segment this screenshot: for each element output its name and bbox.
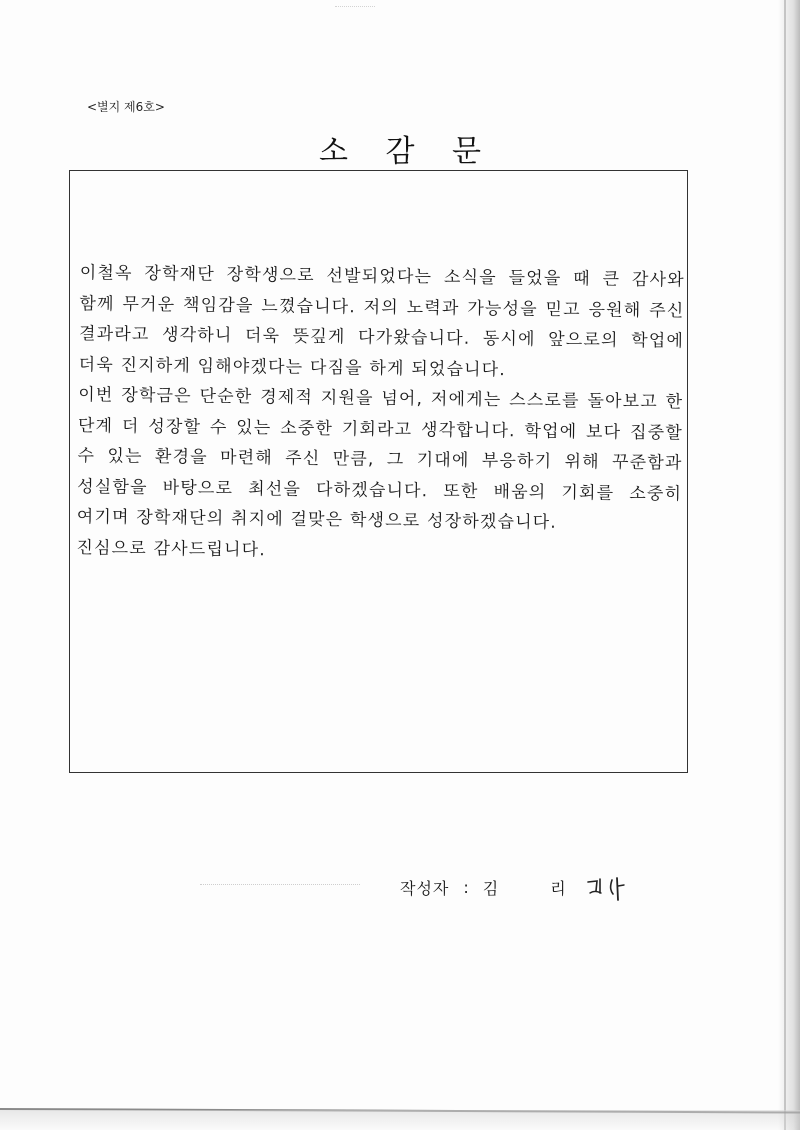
essay-paragraph-2: 이번 장학금은 단순한 경제적 지원을 넘어, 저에게는 스스로를 돌아보고 한 단계 더 성장할 수 있는 소중한 기회라고 생각합니다. 학업에 보다 집중할 수 있는 환경을 마련해 주신 만큼, 그 기대에 부응하기 위해 꾸준함과 성실함을 바탕으로 최선을 다하겠습니다. 또한 배움의 기회를 소중히 여기며 장학재단의 취지에 걸맞은 학생으로 성장하겠습니다. xyxy=(76,384,684,533)
scan-speck-top xyxy=(335,6,375,9)
essay-body xyxy=(76,258,685,570)
annex-label: <별지 제6호> xyxy=(87,100,165,114)
signature-name-last: 리 xyxy=(550,878,566,898)
scan-speck-line xyxy=(200,884,360,891)
essay-paragraph-1: 이철옥 장학재단 장학생으로 선발되었다는 소식을 들었을 때 큰 감사와 함께 무거운 책임감을 느꼈습니다. 저의 노력과 가능성을 믿고 응원해 주신 결과라고 생각하니 더욱 뜻깊게 다가왔습니다. 동시에 앞으로의 학업에 더욱 진지하게 임해야겠다는 다짐을 하게 되었습니다. xyxy=(78,262,685,380)
scan-bottom-shade xyxy=(0,1110,800,1130)
signature-name-first: 김 xyxy=(482,878,499,898)
handwritten-signature xyxy=(584,872,636,902)
document-title: 소 감 문 xyxy=(318,134,495,169)
essay-paragraph-3: 진심으로 감사드립니다. xyxy=(76,537,267,560)
signature-label: 작성자 xyxy=(400,878,450,898)
signature-area xyxy=(400,872,636,902)
signature-colon: : xyxy=(463,877,469,897)
